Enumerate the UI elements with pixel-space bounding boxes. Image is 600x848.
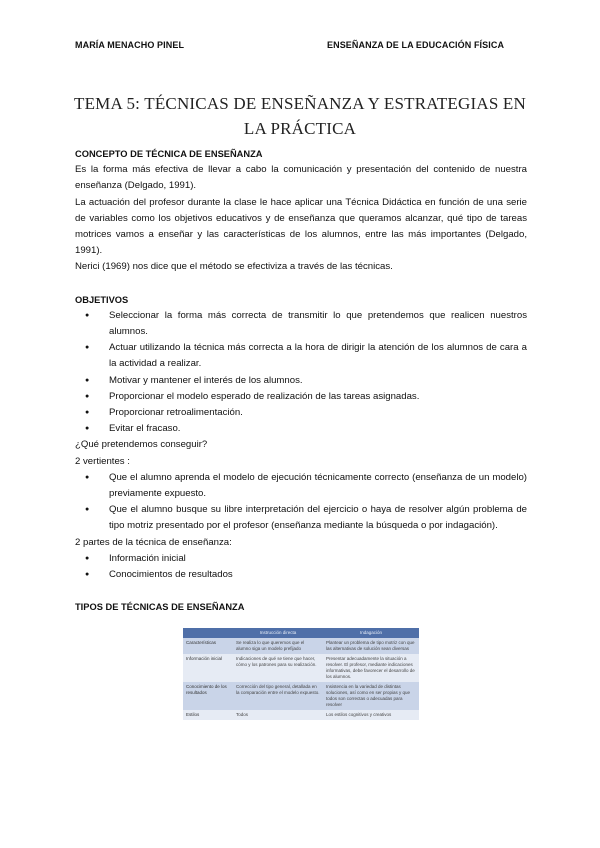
paragraph: Nerici (1969) nos dice que el método se efectiviza a través de las técnicas. bbox=[75, 261, 393, 273]
table-cell: Todos bbox=[233, 710, 323, 720]
tipos-table bbox=[183, 628, 419, 720]
paragraph: La actuación del profesor durante la clase le hace aplicar una Técnica Didáctica en función de una serie de variables como los objetivos educativos y de enseñanza que queramos alcanzar, qué tipo de tareas motrices vamos a enseñar y las características de los alumnos, entre las más importantes (Delgado, 1991). bbox=[75, 196, 527, 257]
table-header-cell: Instrucción directa bbox=[233, 628, 323, 638]
partes-list bbox=[75, 551, 527, 583]
list-item: ● Información inicial bbox=[75, 551, 527, 567]
table-cell: Características bbox=[183, 638, 233, 654]
table-cell: Conocimiento de los resultados bbox=[183, 682, 233, 710]
vertientes-list bbox=[75, 470, 527, 535]
table-cell: Insistencia en la variedad de distintas soluciones, así como en ser propias y que todos son correctas o adecuadas para resolver bbox=[323, 682, 419, 710]
table-cell: Presentar adecuadamente la situación a resolver. El profesor, mediante indicaciones informativas, debe favorecer el desarrollo de los alumnos. bbox=[323, 654, 419, 682]
section-heading-concepto: CONCEPTO DE TÉCNICA DE ENSEÑANZA bbox=[75, 149, 263, 159]
table-header-cell bbox=[183, 628, 233, 638]
table-cell: Indicaciones de qué se tiene que hacer, cómo y los patrones para su realización. bbox=[233, 654, 323, 682]
header-author: MARÍA MENACHO PINEL bbox=[75, 40, 185, 50]
list-item: ● Actuar utilizando la técnica más correcta a la hora de dirigir la atención de los alumnos de cara a la actividad a realizar. bbox=[75, 340, 527, 372]
table-cell: Información inicial bbox=[183, 654, 233, 682]
list-item: ● Seleccionar la forma más correcta de transmitir lo que pretendemos que realicen nuestros alumnos. bbox=[75, 308, 527, 340]
section-heading-objetivos: OBJETIVOS bbox=[75, 294, 129, 305]
table-header-cell: Indagación bbox=[323, 628, 419, 638]
list-item: ● Proporcionar retroalimentación. bbox=[75, 405, 527, 421]
partes-label: 2 partes de la técnica de enseñanza: bbox=[75, 536, 232, 548]
main-content bbox=[75, 146, 527, 615]
vertientes-label: 2 vertientes : bbox=[75, 455, 130, 467]
table-cell: Se realiza lo que queremos que el alumno siga un modelo prefijado bbox=[233, 638, 323, 654]
table-cell: Los estilos cognitivos y creativos bbox=[323, 710, 419, 720]
section-heading-tipos: TIPOS DE TÉCNICAS DE ENSEÑANZA bbox=[75, 602, 245, 613]
table-cell: Estilos bbox=[183, 710, 233, 720]
table-cell: Corrección del tipo general, detallada en la comparación entre el modelo expuesto. bbox=[233, 682, 323, 710]
paragraph: Es la forma más efectiva de llevar a cabo la comunicación y presentación del contenido de nuestra enseñanza (Delgado, 1991). bbox=[75, 164, 527, 192]
table-row bbox=[183, 638, 419, 654]
table-row bbox=[183, 682, 419, 710]
list-item: ● Que el alumno aprenda el modelo de ejecución técnicamente correcto (enseñanza de un modelo) previamente expuesto. bbox=[75, 470, 527, 502]
table-header-row bbox=[183, 628, 419, 638]
objetivos-list bbox=[75, 308, 527, 438]
list-item: ● Conocimientos de resultados bbox=[75, 567, 527, 583]
header-subject: ENSEÑANZA DE LA EDUCACIÓN FÍSICA bbox=[327, 40, 505, 50]
question-text: ¿Qué pretendemos conseguir? bbox=[75, 439, 208, 451]
list-item: ● Motivar y mantener el interés de los alumnos. bbox=[75, 373, 527, 389]
list-item: ● Proporcionar el modelo esperado de realización de las tareas asignadas. bbox=[75, 389, 527, 405]
table-row bbox=[183, 710, 419, 720]
page-title: TEMA 5: TÉCNICAS DE ENSEÑANZA Y ESTRATEGIAS EN LA PRÁCTICA bbox=[74, 94, 526, 138]
list-item: ● Evitar el fracaso. bbox=[75, 421, 527, 437]
list-item: ● Que el alumno busque su libre interpretación del ejercicio o haya de resolver algún problema de tipo motriz presentado por el profesor (enseñanza mediante la búsqueda o por indagación). bbox=[75, 502, 527, 534]
table-cell: Plantear un problema de tipo motriz con que las alternativas de solución sean diversas bbox=[323, 638, 419, 654]
table-row bbox=[183, 654, 419, 682]
